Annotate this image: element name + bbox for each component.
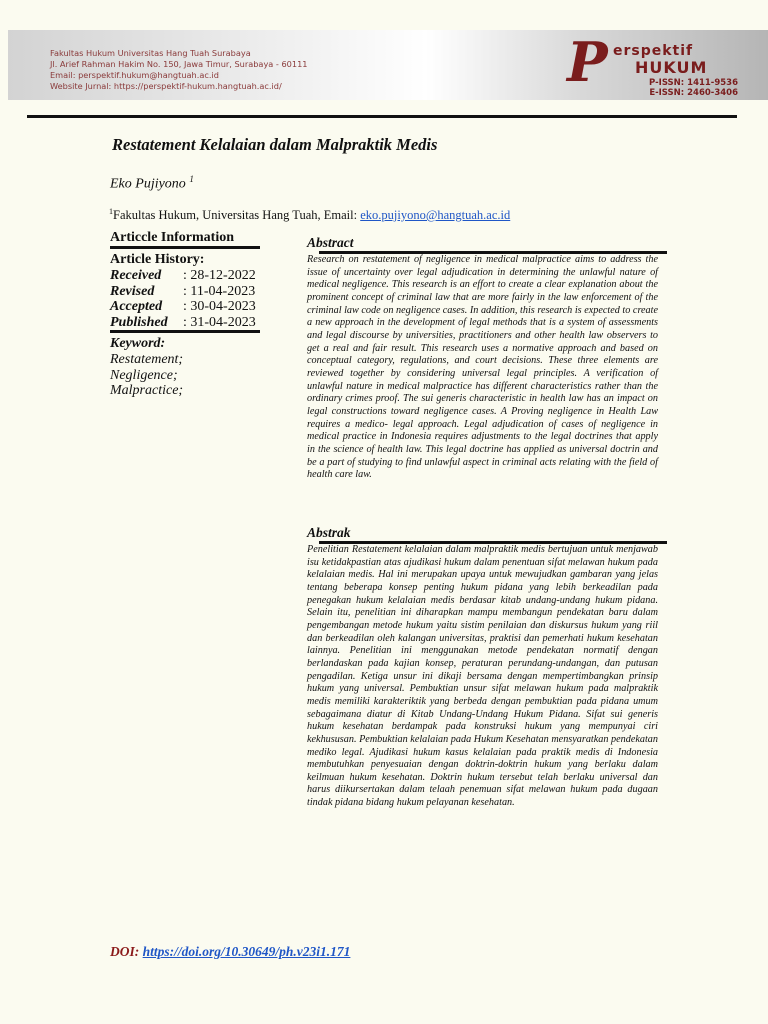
keyword-item: Restatement; xyxy=(110,352,184,367)
institution-address xyxy=(50,48,308,92)
keyword-heading: Keyword: xyxy=(110,336,166,351)
info-divider xyxy=(110,246,260,249)
abstract-heading: Abstract xyxy=(307,235,354,250)
history-heading: Article History: xyxy=(110,252,205,267)
doi-label: DOI: xyxy=(110,944,143,959)
history-value: : 28-12-2022 xyxy=(183,268,256,283)
p-issn: P-ISSN: 1411-9536 xyxy=(649,78,738,88)
article-info-heading: Articcle Information xyxy=(110,230,235,245)
logo-word-hukum: HUKUM xyxy=(635,58,708,77)
history-value: : 11-04-2023 xyxy=(183,283,256,299)
logo-word-perspektif: erspektif xyxy=(613,43,694,59)
abstrak-heading: Abstrak xyxy=(307,525,351,540)
journal-header-banner xyxy=(8,30,768,100)
header-divider xyxy=(27,115,737,118)
issn-block xyxy=(649,78,738,98)
history-value: : 30-04-2023 xyxy=(183,299,256,314)
abstract-section xyxy=(307,235,667,482)
author-line xyxy=(110,174,194,193)
author-email-link[interactable]: eko.pujiyono@hangtuah.ac.id xyxy=(360,208,511,223)
history-label: Revised xyxy=(110,283,155,299)
institution-line: Website Jurnal: https://perspektif-hukum.hangtuah.ac.id/ xyxy=(50,81,282,91)
keyword-item: Negligence; xyxy=(110,367,178,383)
article-information xyxy=(110,230,260,399)
history-value: : 31-04-2023 xyxy=(183,314,256,330)
history-label: Accepted xyxy=(110,299,163,314)
history-row-received xyxy=(110,268,260,284)
institution-line: Email: perspektif.hukum@hangtuah.ac.id xyxy=(50,70,219,80)
doi-link[interactable]: https://doi.org/10.30649/ph.v23i1.171 xyxy=(142,944,351,959)
institution-line: Jl. Arief Rahman Hakim No. 150, Jawa Timur, Surabaya - 60111 xyxy=(50,59,308,69)
abstract-text: Research on restatement of negligence in medical malpractice aims to address the issue of uncertainty over legal adjudication in determining the unlawful nature of medical negligence. This research is an effort to create a clear explanation about the prominent concept of criminal law that are more fairly in the law enforcement of the criminal law code on negligence cases. In addition, this research is expected to create a new approach in the development of legal methods that is a system of assessments and legal discourse by universities, practitioners and other health law observers to get a real and fair result. This research uses a normative approach and based on conceptual category, regulations, and court decisions. These three elements are reviewed together by considering universal legal principles. A verification of unlawful nature in medical malpractice has different characteristics rather than the ordinary crimes proof. The sui generis characteristic in health law has an impact on legal constructions toward negligence cases. A Proving negligence in Health Law requires a medico- legal approach. Legal adjudication of cases of negligence in medical practice in Indonesia requires adjustments to the legal doctrines that apply in the science of health law. This legal doctrine has applied as universal doctrin and be a part of studying to find unlawful aspect in criminal acts relating with the field of health care law. xyxy=(307,254,658,481)
keyword-item: Malpractice; xyxy=(110,383,184,398)
abstrak-text: Penelitian Restatement kelalaian dalam malpraktik medis bertujuan untuk menjawab isu ketidakpastian atas ajudikasi hukum dalam penentuan sifat melawan hukum pada kelalaian medis. Hal ini merupakan upaya untuk mewujudkan gambaran yang jelas tentang beberapa konsep penting hukum pidana yang lebih berkeadilan pada penegakan hukum kelalaian medis berdasar kitab undang-undang hukum pidana. Selain itu, penelitian ini diharapkan mampu membangun pendekatan baru dalam pengembangan metode hukum yaitu sistim penilaian dan diskursus hukum yang riil dan berkeadilan oleh kalangan universitas, praktisi dan pemerhati hukum kesehatan lainnya. Penelitian ini menggunakan metode pendekatan normatif dengan berlandaskan pada kajian konsep, peraturan perundang-undangan, dan putusan pengadilan. Ketiga unsur ini dikaji bersama dengan mempertimbangkan prinsip hukum yang universal. Pembuktian unsur sifat melawan hukum pada malpraktik medis memiliki karakteriktik yang berbeda dengan pembuktian pada pidana umum sebagaimana diatur di Kitab Undang-Undang Hukum Pidana. Sifat sui generis hukum kesehatan berdampak pada konstruksi hukum yang mempunyai ciri kekhususan. Pembuktian kelalaian pada Hukum Kesehatan mensyaratkan pendekatan mediko legal. Ajudikasi hukum kasus kelalaian pada praktik medis di Indonesia membutuhkan penyesuaian dengan doktrin-doktrin hukum yang berlaku dalam keilmuan hukum kesehatan. Doktrin hukum tersebut telah berlaku universal dan harus diikursertakan dalam telaah penemuan sifat melawan hukum pada dugaan tindak pidana bidang hukum pelayanan kesehatan. xyxy=(307,544,658,809)
history-label: Published xyxy=(110,314,168,330)
doi-line xyxy=(110,944,350,960)
affiliation-line xyxy=(109,207,510,223)
author-name: Eko Pujiyono xyxy=(110,176,186,192)
history-row-revised xyxy=(110,284,260,300)
e-issn: E-ISSN: 2460-3406 xyxy=(649,88,738,98)
info-divider xyxy=(110,330,260,333)
institution-line: Fakultas Hukum Universitas Hang Tuah Surabaya xyxy=(50,48,251,58)
article-title: Restatement Kelalaian dalam Malpraktik Medis xyxy=(112,135,438,154)
affiliation-marker: 1 xyxy=(109,207,113,216)
history-row-accepted xyxy=(110,299,260,315)
history-row-published xyxy=(110,315,260,331)
affiliation-text: Fakultas Hukum, Universitas Hang Tuah, Email: xyxy=(113,208,361,223)
history-label: Received xyxy=(110,268,162,283)
abstrak-section xyxy=(307,525,667,810)
author-affiliation-marker: 1 xyxy=(189,174,194,184)
logo-letter: P xyxy=(567,30,608,94)
